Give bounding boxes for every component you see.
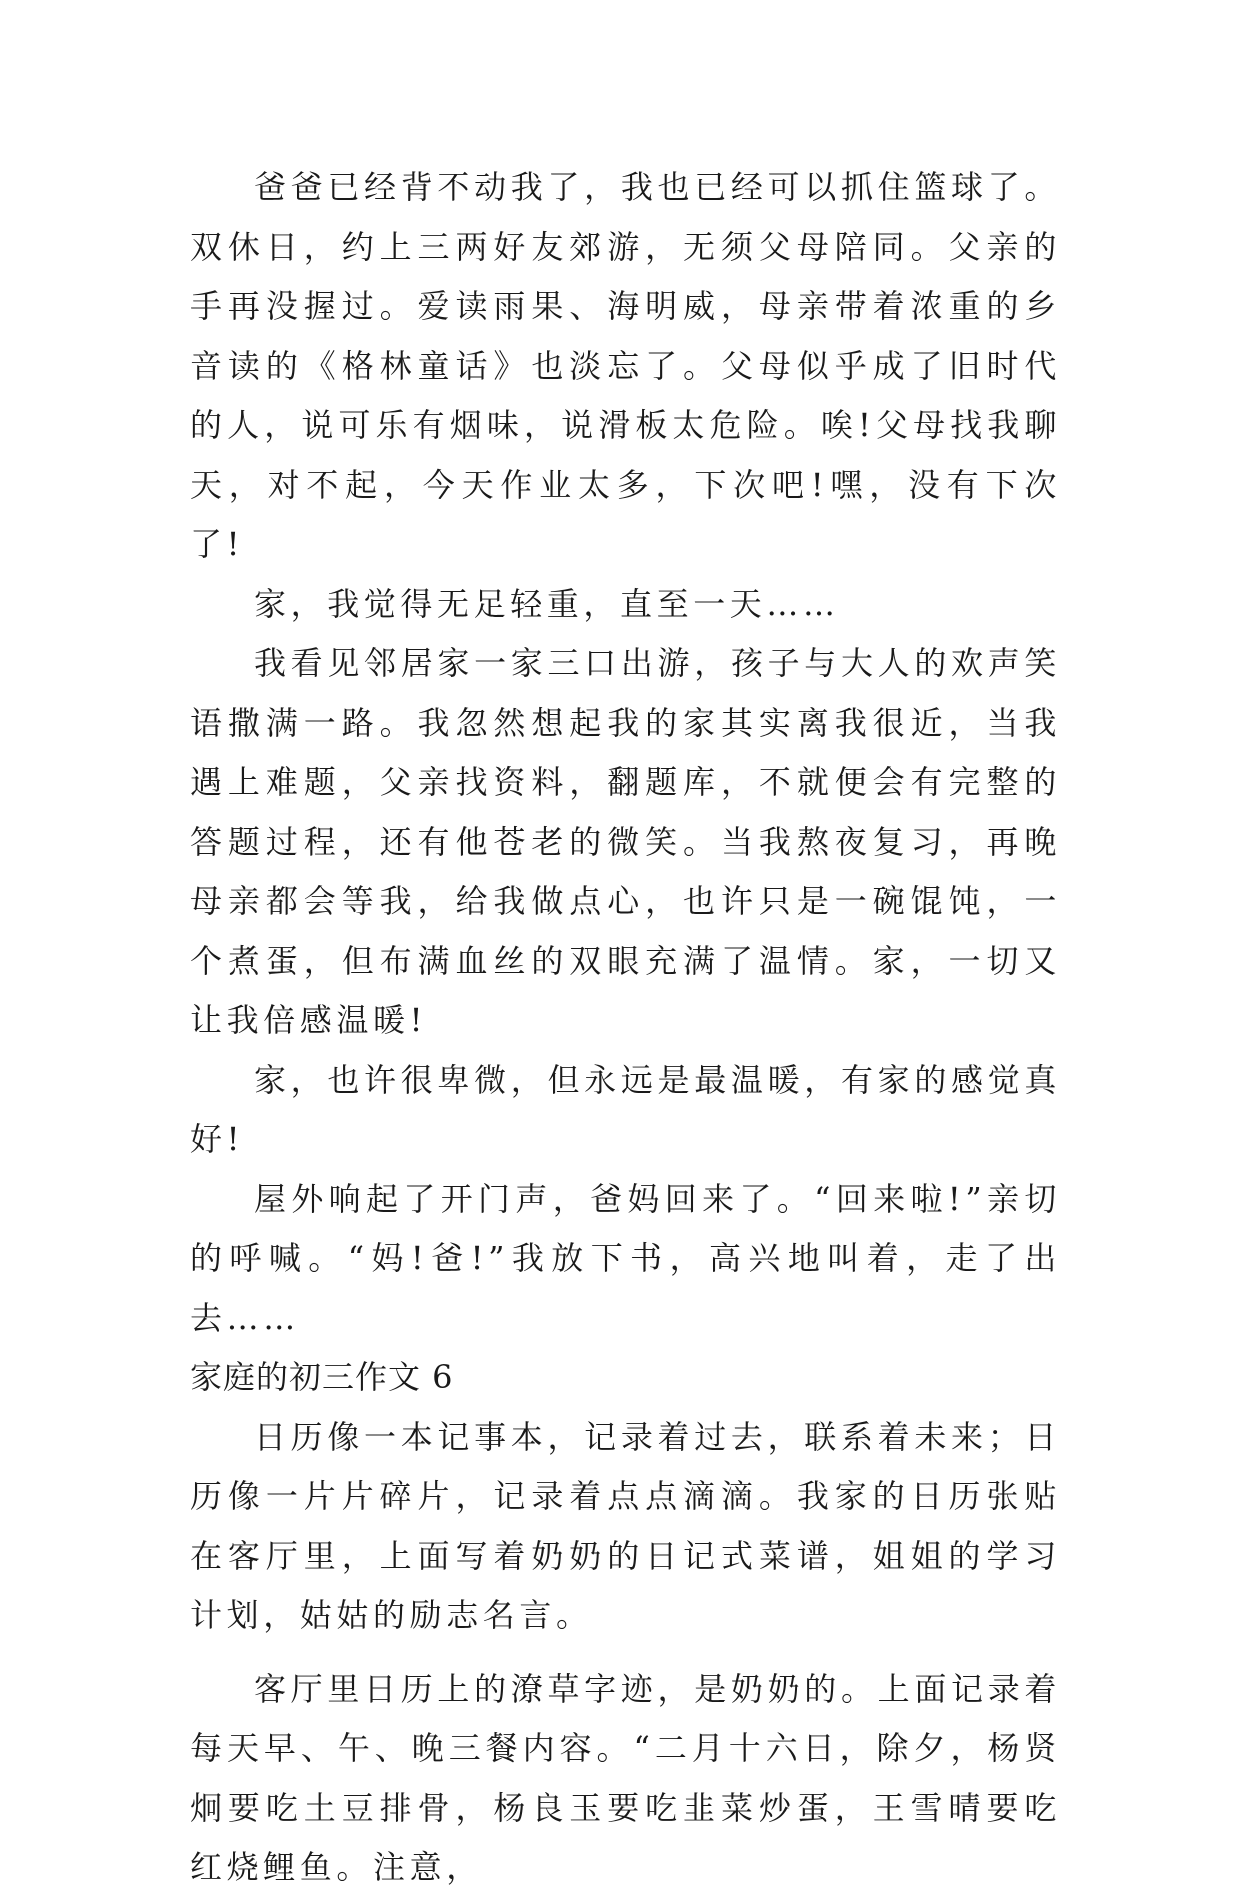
paragraph-1: 爸爸已经背不动我了，我也已经可以抓住篮球了。双休日，约上三两好友郊游，无须父母陪同。父亲的手再没握过。爱读雨果、海明威，母亲带着浓重的乡音读的《格林童话》也淡忘了。父母似乎成了旧时代的人，说可乐有烟味，说滑板太危险。唉!父母找我聊天，对不起，今天作业太多，下次吧!嘿，没有下次了! <box>190 168 1061 563</box>
paragraph-4: 家，也许很卑微，但永远是最温暖，有家的感觉真好! <box>190 1060 1061 1158</box>
paragraph-5: 屋外响起了开门声，爸妈回来了。“回来啦!”亲切的呼喊。“妈!爸!”我放下书，高兴地叫着，走了出去…… <box>190 1179 1061 1337</box>
paragraph-6: 日历像一本记事本，记录着过去，联系着未来；日历像一片片碎片，记录着点点滴滴。我家的日历张贴在客厅里，上面写着奶奶的日记式菜谱，姐姐的学习计划，姑姑的励志名言。 <box>190 1417 1061 1634</box>
paragraph-7: 客厅里日历上的潦草字迹，是奶奶的。上面记录着每天早、午、晚三餐内容。“二月十六日，除夕，杨贤炯要吃土豆排骨，杨良玉要吃韭菜炒蛋，王雪晴要吃红烧鲤鱼。注意， <box>190 1669 1061 1886</box>
section-heading: 家庭的初三作文 6 <box>190 1358 454 1396</box>
paragraph-3: 我看见邻居家一家三口出游，孩子与大人的欢声笑语撒满一路。我忽然想起我的家其实离我很近，当我遇上难题，父亲找资料，翻题库，不就便会有完整的答题过程，还有他苍老的微笑。当我熬夜复习，再晚母亲都会等我，给我做点心，也许只是一碗馄饨，一个煮蛋，但布满血丝的双眼充满了温情。家，一切又让我倍感温暖! <box>190 644 1061 1039</box>
paragraph-2: 家，我觉得无足轻重，直至一天…… <box>254 584 840 623</box>
